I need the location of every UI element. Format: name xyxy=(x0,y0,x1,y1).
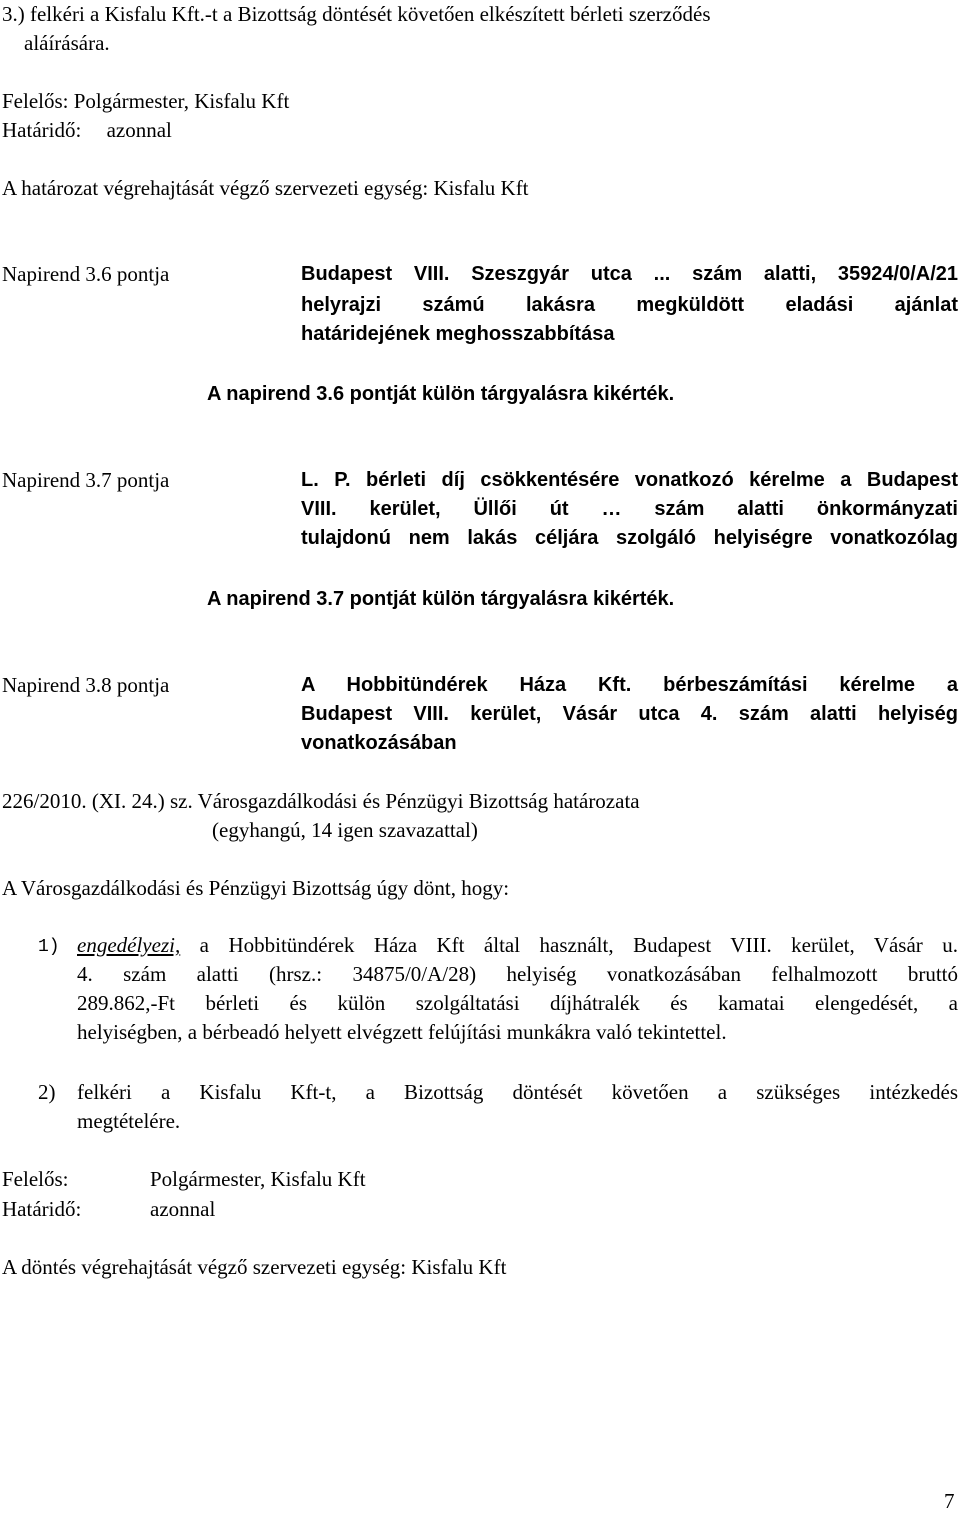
agenda-36-line1: Budapest VIII. Szeszgyár utca ... szám alatti, 35924/0/A/21 xyxy=(301,263,958,285)
hatarido-line-1 xyxy=(2,116,172,145)
agenda-38-label: Napirend 3.8 pontja xyxy=(2,673,170,697)
item1-line3: 289.862,-Ft bérleti és külön szolgáltatási díjhátralék és kamatai elengedését, a xyxy=(77,991,958,1015)
felelos-value: Polgármester, Kisfalu Kft xyxy=(73,89,290,113)
agenda-36-line3: határidejének meghosszabbítása xyxy=(301,323,615,345)
resolution-vote: (egyhangú, 14 igen szavazattal) xyxy=(212,818,478,842)
agenda-36-note: A napirend 3.6 pontját külön tárgyalásra kikérték. xyxy=(207,383,675,405)
resolution-title: 226/2010. (XI. 24.) sz. Városgazdálkodási és Pénzügyi Bizottság határozata xyxy=(2,789,640,813)
hatarido-value-2: azonnal xyxy=(150,1197,216,1221)
resolution-intro: A Városgazdálkodási és Pénzügyi Bizottság úgy dönt, hogy: xyxy=(2,876,510,900)
agenda-36-line2: helyrajzi számú lakásra megküldött eladási ajánlat xyxy=(301,294,958,316)
agenda-38-line2: Budapest VIII. kerület, Vásár utca 4. szám alatti helyiség xyxy=(301,703,958,725)
agenda-37-line3: tulajdonú nem lakás céljára szolgáló helyiségre vonatkozólag xyxy=(301,527,958,549)
felelos-label: Felelős: xyxy=(2,89,69,113)
item1-line4: helyiségben, a bérbeadó helyett elvégzett felújítási munkákra való tekintettel. xyxy=(77,1020,727,1044)
item1-line2: 4. szám alatti (hrsz.: 34875/0/A/28) helyiség vonatkozásában felhalmozott bruttó xyxy=(77,962,958,986)
item2-number: 2) xyxy=(38,1080,56,1104)
agenda-38-line1: A Hobbitündérek Háza Kft. bérbeszámítási kérelme a xyxy=(301,674,958,696)
item2-line2: megtételére. xyxy=(77,1109,181,1133)
agenda-37-line1: L. P. bérleti díj csökkentésére vonatkozó kérelme a Budapest xyxy=(301,469,958,491)
hatarido-label-2: Határidő: xyxy=(2,1197,82,1221)
item1-emphasis: engedélyezi, xyxy=(77,933,181,957)
top-item-line1: 3.) felkéri a Kisfalu Kft.-t a Bizottság döntését követően elkészített bérleti szerződés xyxy=(2,2,711,26)
hatarido-value: azonnal xyxy=(106,118,172,142)
exec-unit-1: A határozat végrehajtását végző szervezeti egység: Kisfalu Kft xyxy=(2,176,529,200)
item1-number: 1) xyxy=(38,937,60,957)
felelos-label-2: Felelős: xyxy=(2,1167,69,1191)
hatarido-label: Határidő: xyxy=(2,118,82,142)
agenda-38-line3: vonatkozásában xyxy=(301,732,457,754)
page-number: 7 xyxy=(944,1489,955,1513)
agenda-36-label: Napirend 3.6 pontja xyxy=(2,262,170,286)
item1-line1 xyxy=(77,931,958,960)
exec-unit-2: A döntés végrehajtását végző szervezeti egység: Kisfalu Kft xyxy=(2,1255,507,1279)
item1-line1-rest: a Hobbitündérek Háza Kft által használt, Budapest VIII. kerület, Vásár u. xyxy=(180,933,958,957)
felelos-line-1 xyxy=(2,87,289,116)
felelos-value-2: Polgármester, Kisfalu Kft xyxy=(150,1167,366,1191)
top-item-line2: aláírására. xyxy=(24,31,110,55)
agenda-37-line2: VIII. kerület, Üllői út … szám alatti önkormányzati xyxy=(301,498,958,520)
agenda-37-note: A napirend 3.7 pontját külön tárgyalásra kikérték. xyxy=(207,588,675,610)
agenda-37-label: Napirend 3.7 pontja xyxy=(2,468,170,492)
item2-line1: felkéri a Kisfalu Kft-t, a Bizottság döntését követően a szükséges intézkedés xyxy=(77,1080,958,1104)
